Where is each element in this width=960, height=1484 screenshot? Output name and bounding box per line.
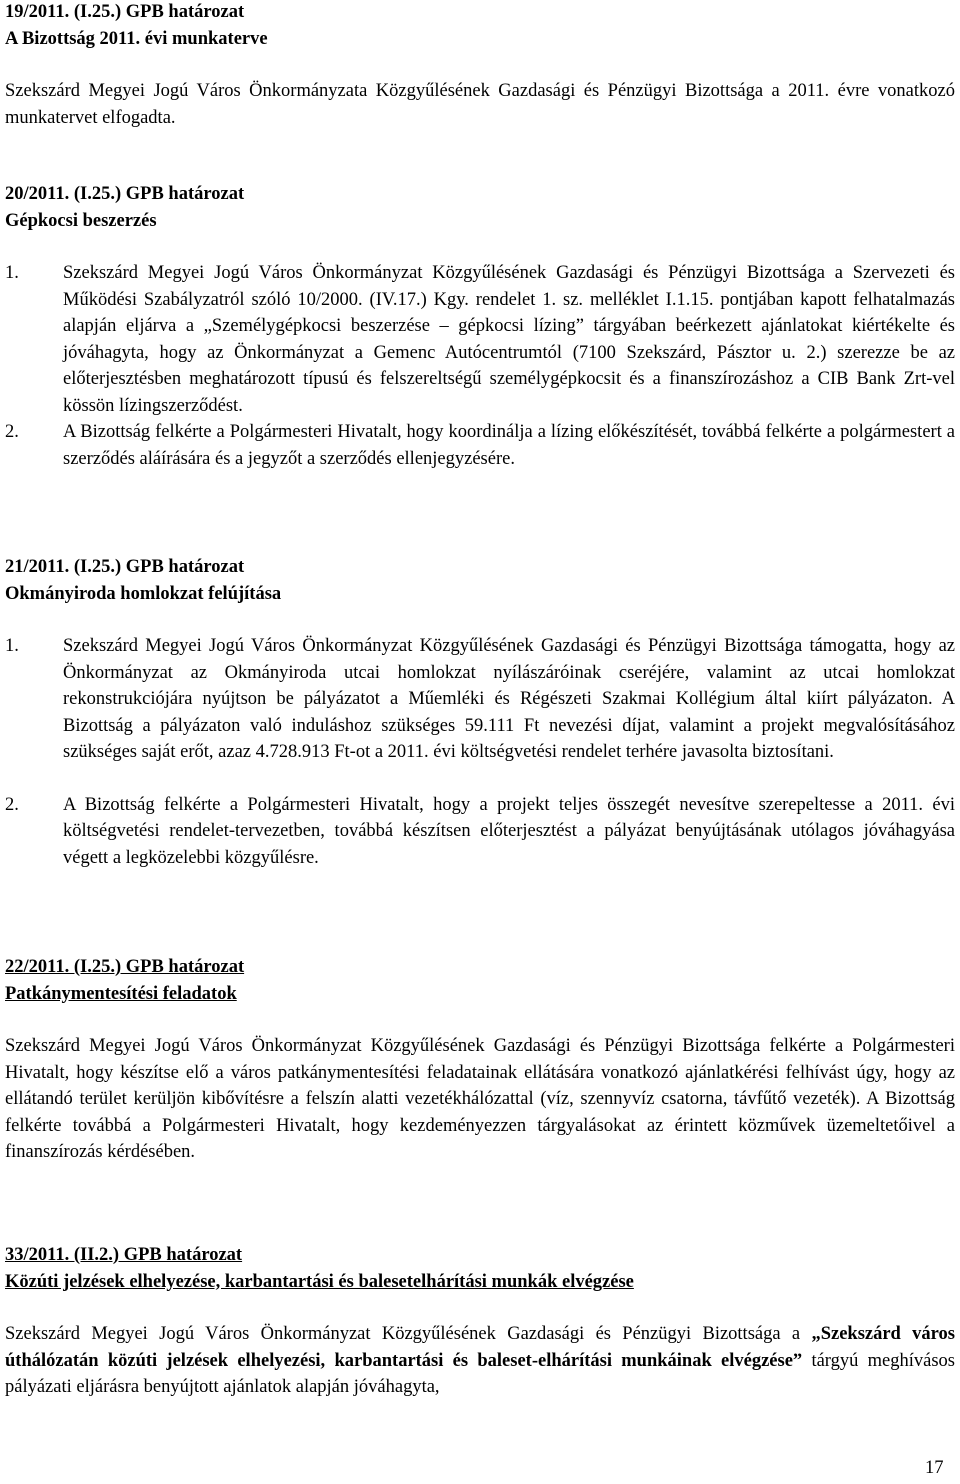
list-item (5, 792, 955, 872)
page-number: 17 (925, 1458, 944, 1478)
list-item-number: 2. (5, 422, 19, 442)
resolution-33 (5, 1242, 955, 1401)
resolution-title: Okmányiroda homlokzat felújítása (5, 583, 282, 604)
list-item-text: Szekszárd Megyei Jogú Város Önkormányzat Közgyűlésének Gazdasági és Pénzügyi Bizottsága a Szervezeti és Működési Szabályzatról szóló 10/2000. (IV.17.) Kgy. rendelet 1. sz. melléklet I.1.15. pontjában kapott felhatalmazás alapján eljárva a „Személygépkocsi beszerzése – gépkocsi lízing” tárgyában beérkezett ajánlatokat kiértékelte és jóváhagyta, hogy az Önkormányzat a Gemenc Autócentrumtól (7100 Szekszárd, Pásztor u. 2.) szerezze be az előterjesztésben meghatározott típusú és felszereltségű személygépkocsit és a finanszírozáshoz a CIB Bank Zrt-vel kössön lízingszerződést. (63, 263, 955, 416)
resolution-body (5, 1321, 955, 1401)
list-item-number: 1. (5, 636, 19, 656)
body-end: tárgyú meghívásos pályázati eljárásra benyújtott ajánlatok alapján jóváhagyta, (5, 1350, 956, 1397)
list-item (5, 260, 955, 419)
resolution-body: Szekszárd Megyei Jogú Város Önkormányzata Közgyűlésének Gazdasági és Pénzügyi Bizottsága a 2011. évre vonatkozó munkatervet elfogadta. (5, 81, 955, 128)
resolution-title: Patkánymentesítési feladatok (5, 983, 237, 1004)
resolution-title: Közúti jelzések elhelyezése, karbantartási és balesetelhárítási munkák elvégzése (5, 1271, 634, 1292)
list-item-number: 1. (5, 263, 19, 283)
resolution-heading: 21/2011. (I.25.) GPB határozat (5, 557, 245, 577)
resolution-20 (5, 181, 955, 472)
resolution-heading: 20/2011. (I.25.) GPB határozat (5, 184, 245, 204)
resolution-heading: 19/2011. (I.25.) GPB határozat (5, 2, 245, 22)
list-item (5, 419, 955, 472)
list-item-text: A Bizottság felkérte a Polgármesteri Hivatalt, hogy koordinálja a lízing előkészítését, továbbá felkérte a polgármestert a szerződés aláírására és a jegyzőt a szerződés ellenjegyzésére. (63, 422, 955, 469)
body-bold-subject: „Szekszárd város úthálózatán közúti jelzések elhelyezési, karbantartási és baleset-elhárítási munkáinak elvégzése” (5, 1324, 955, 1371)
resolution-21 (5, 554, 955, 871)
resolution-title: Gépkocsi beszerzés (5, 210, 157, 231)
body-intro: Szekszárd Megyei Jogú Város Önkormányzat Közgyűlésének Gazdasági és Pénzügyi Bizottsága a (5, 1324, 812, 1344)
list-item (5, 633, 955, 766)
resolution-19 (5, 0, 955, 131)
resolution-body: Szekszárd Megyei Jogú Város Önkormányzat Közgyűlésének Gazdasági és Pénzügyi Bizottsága felkérte a Polgármesteri Hivatalt, hogy készítse elő a város patkánymentesítési feladatainak ellátására vonatkozó ajánlatkérési felhívást úgy, hogy az ellátandó terület kerüljön kibővítésre a felszín alatti vezetékhálózattal (víz, szennyvíz csatorna, távfűtő vezeték). A Bizottság felkérte továbbá a Polgármesteri Hivatalt, hogy kezdeményezzen tárgyalásokat az érintett közművek üzemeltetőivel a finanszírozás kérdésében. (5, 1036, 955, 1162)
resolution-heading: 33/2011. (II.2.) GPB határozat (5, 1245, 243, 1265)
list-item-text: Szekszárd Megyei Jogú Város Önkormányzat Közgyűlésének Gazdasági és Pénzügyi Bizottsága támogatta, hogy az Önkormányzat az Okmányiroda utcai homlokzat nyílászáróinak cseréjére, valamint az utcai homlokzat rekonstrukciójára nyújtson be pályázatot a Műemléki és Régészeti Szakmai Kollégium által kiírt pályázaton. A Bizottság a pályázaton való induláshoz szükséges 59.111 Ft nevezési díjat, valamint a projekt megvalósításához szükséges saját erőt, azaz 4.728.913 Ft-ot a 2011. évi költségvetési rendelet terhére javasolta biztosítani. (63, 636, 955, 762)
list-item-text: A Bizottság felkérte a Polgármesteri Hivatalt, hogy a projekt teljes összegét nevesítve szerepeltesse a 2011. évi költségvetési rendelet-tervezetben, továbbá készítsen előterjesztést a pályázat benyújtásának utólagos jóváhagyása végett a legközelebbi közgyűlésre. (63, 794, 955, 868)
resolution-heading: 22/2011. (I.25.) GPB határozat (5, 957, 245, 977)
list-item-number: 2. (5, 794, 19, 815)
resolution-22 (5, 954, 955, 1166)
resolution-title: A Bizottság 2011. évi munkaterve (5, 28, 268, 49)
